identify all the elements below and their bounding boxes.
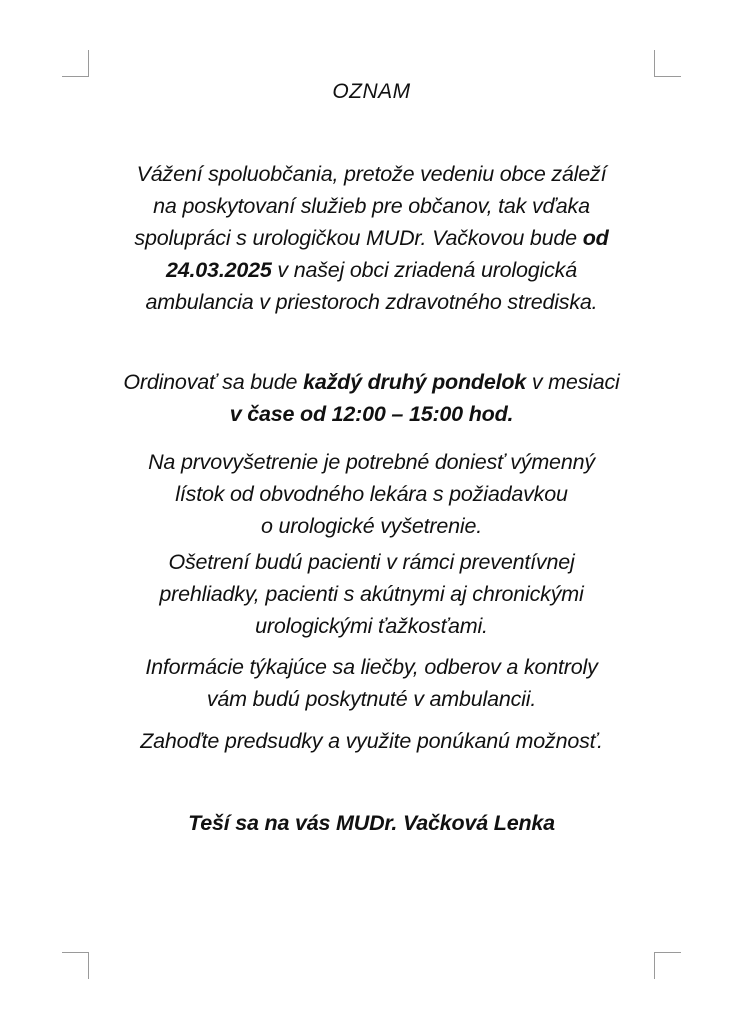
patients-line-2: prehliadky, pacienti s akútnymi aj chronickými (159, 582, 584, 606)
crop-mark-bottom-right (654, 952, 681, 979)
start-date: 24.03.2025 (166, 258, 272, 282)
signature: Teší sa na vás MUDr. Vačková Lenka (188, 811, 555, 835)
information-line-2: vám budú poskytnuté v ambulancii. (206, 687, 537, 711)
schedule-text-a: Ordinovať sa bude (123, 370, 304, 394)
schedule-time: v čase od 12:00 – 15:00 hod. (229, 402, 514, 426)
intro-line-3 (80, 222, 663, 254)
intro-line-2: na poskytovaní služieb pre občanov, tak vďaka (153, 194, 590, 218)
patients-line-1: Ošetrení budú pacienti v rámci preventívnej (168, 550, 575, 574)
crop-mark-bottom-left (62, 952, 89, 979)
paragraph-information (80, 651, 663, 715)
notice-title: OZNAM (332, 80, 411, 103)
schedule-day: každý druhý pondelok (303, 370, 527, 394)
crop-mark-top-left (62, 50, 89, 77)
intro-line-1: Vážení spoluobčania, pretože vedeniu obce záleží (136, 162, 607, 186)
intro-line-4-text: v našej obci zriadená urologická (271, 258, 577, 282)
crop-mark-top-right (654, 50, 681, 77)
referral-line-3: o urologické vyšetrenie. (260, 514, 483, 538)
schedule-line-1 (80, 366, 663, 398)
paragraph-intro (80, 158, 663, 318)
patients-line-3: urologickými ťažkosťami. (255, 614, 488, 638)
schedule-text-b: v mesiaci (526, 370, 620, 394)
referral-line-2: lístok od obvodného lekára s požiadavkou (175, 482, 568, 506)
paragraph-appeal (80, 725, 663, 757)
information-line-1: Informácie týkajúce sa liečby, odberov a kontroly (145, 655, 598, 679)
paragraph-patients (80, 546, 663, 642)
paragraph-schedule (80, 366, 663, 430)
intro-line-4 (80, 254, 663, 286)
intro-line-5: ambulancia v priestoroch zdravotného strediska. (145, 290, 598, 314)
paragraph-referral (80, 446, 663, 542)
referral-line-1: Na prvovyšetrenie je potrebné doniesť výmenný (148, 450, 595, 474)
intro-line-3-bold: od (582, 226, 609, 250)
schedule-line-2 (80, 398, 663, 430)
intro-line-3-text: spolupráci s urologičkou MUDr. Vačkovou bude (134, 226, 583, 250)
appeal-line-1: Zahoďte predsudky a využite ponúkanú možnosť. (140, 729, 603, 753)
